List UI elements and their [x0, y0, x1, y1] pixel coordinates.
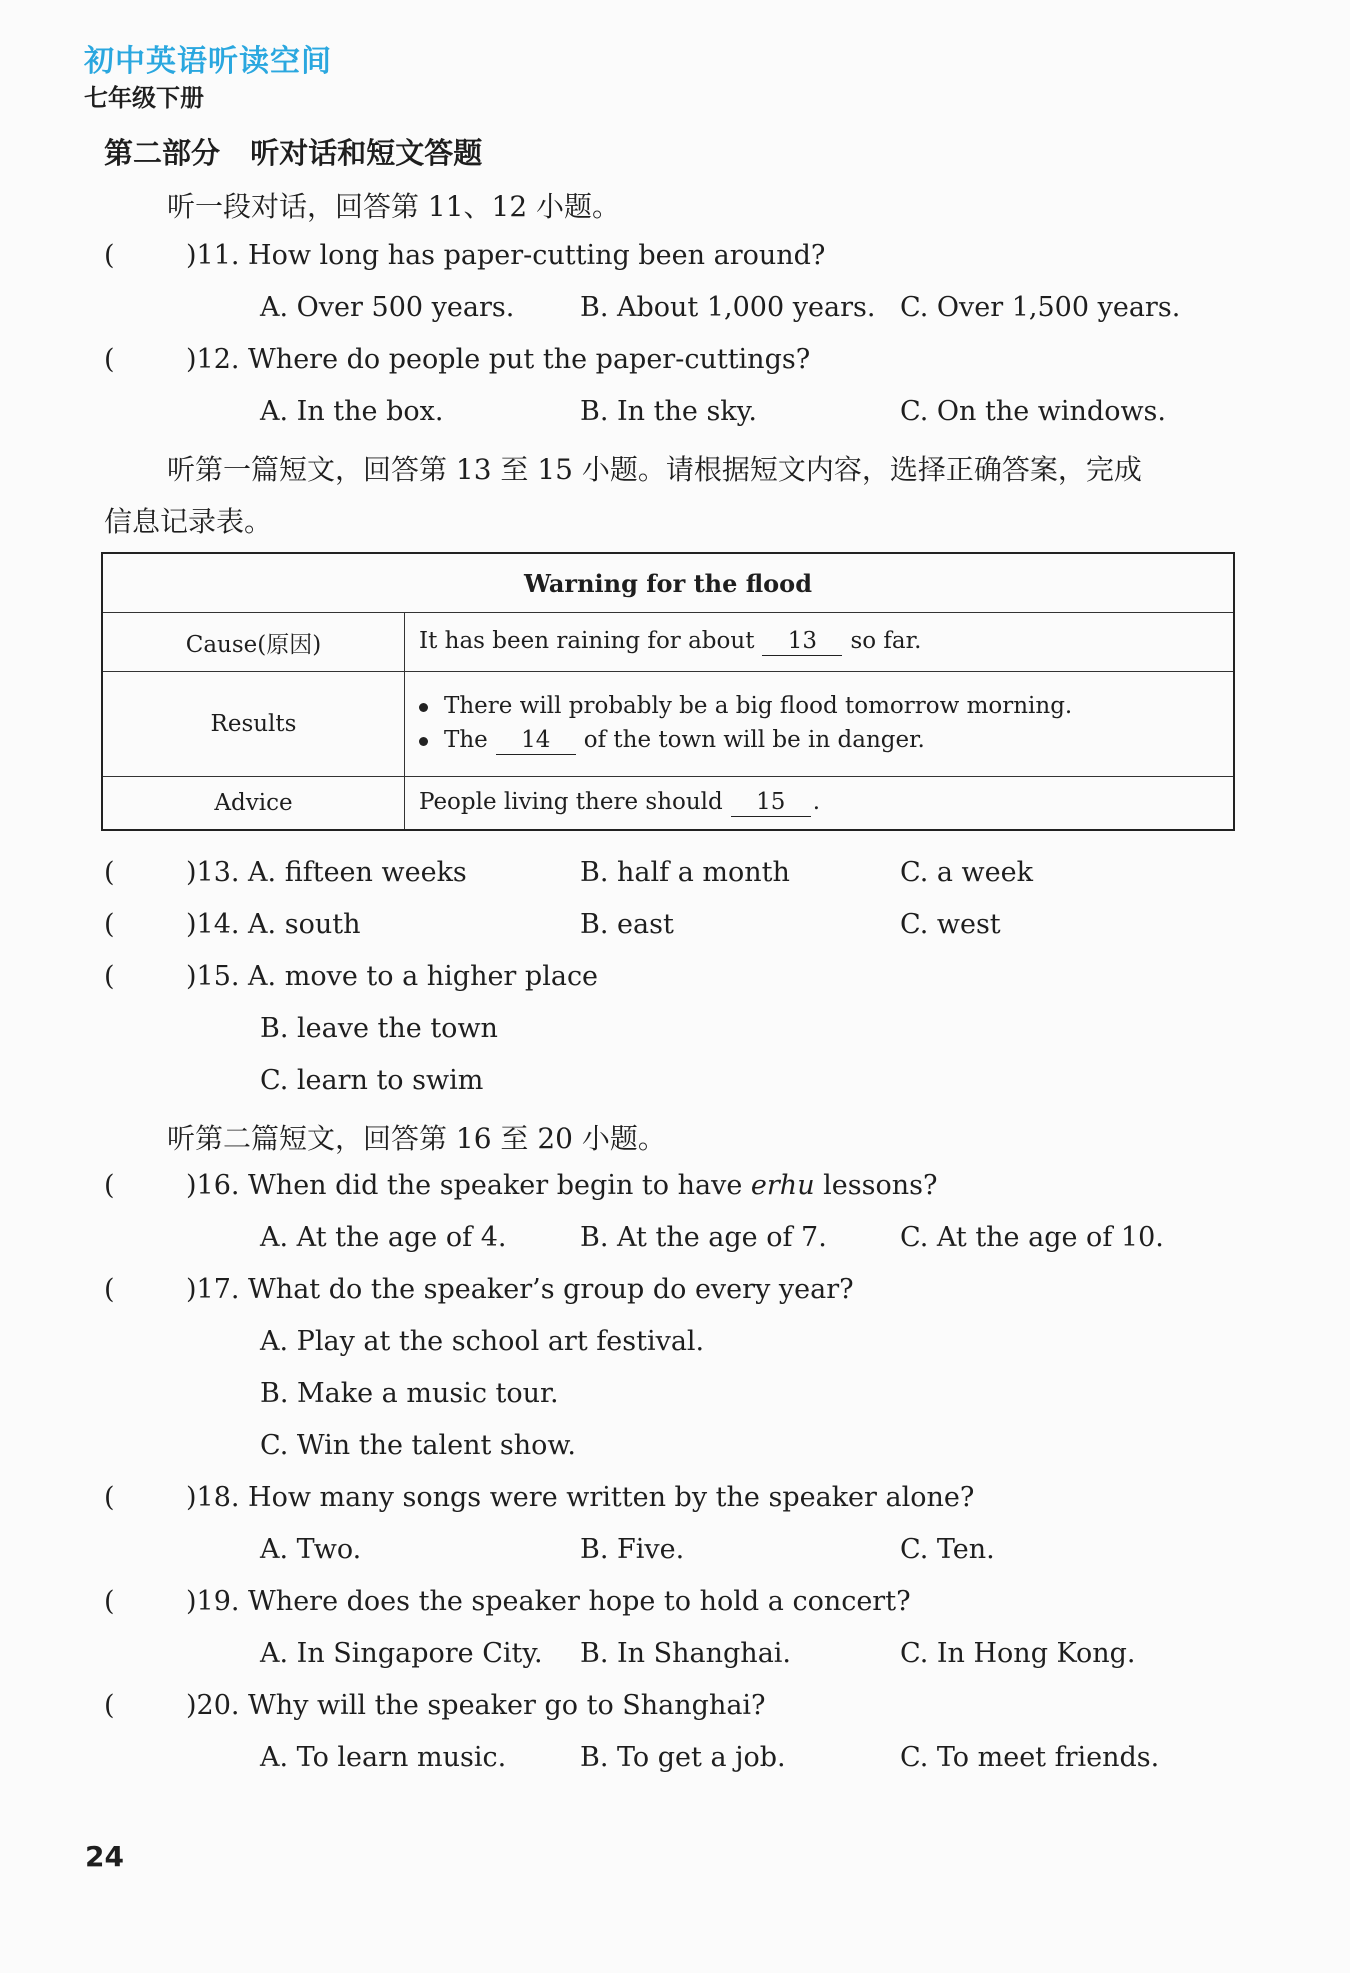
answer-blank-17[interactable]: (: [104, 1274, 115, 1305]
question-16-text: )16. When did the speaker begin to have: [186, 1170, 751, 1201]
option-19a[interactable]: A. In Singapore City.: [260, 1638, 543, 1669]
advice-end: .: [812, 789, 821, 816]
question-13: )13. A. fifteen weeks: [186, 857, 467, 888]
advice-label: Advice: [102, 777, 405, 831]
cause-cell: [405, 613, 1235, 672]
question-16-text-end: lessons?: [814, 1170, 938, 1201]
blank-13[interactable]: 13: [762, 629, 842, 655]
results-cell: [405, 672, 1235, 777]
page-number: 24: [85, 1840, 124, 1873]
blank-14[interactable]: 14: [496, 728, 576, 754]
question-15: )15. A. move to a higher place: [186, 961, 599, 992]
question-16: [186, 1170, 937, 1201]
option-17c[interactable]: C. Win the talent show.: [260, 1430, 576, 1461]
instruction-passage2: 听第二篇短文，回答第 16 至 20 小题。: [167, 1122, 666, 1155]
option-13b[interactable]: B. half a month: [580, 857, 790, 888]
grade-label: 七年级下册: [84, 84, 204, 112]
option-17b[interactable]: B. Make a music tour.: [260, 1378, 559, 1409]
table-row: [102, 672, 1234, 777]
question-18: )18. How many songs were written by the speaker alone?: [186, 1482, 975, 1513]
question-14: )14. A. south: [186, 909, 361, 940]
option-11b[interactable]: B. About 1,000 years.: [580, 292, 876, 323]
question-17: )17. What do the speaker’s group do every year?: [186, 1274, 854, 1305]
result-2-post: of the town will be in danger.: [583, 727, 925, 754]
answer-blank-14[interactable]: (: [104, 909, 115, 940]
option-11a[interactable]: A. Over 500 years.: [260, 292, 515, 323]
option-12c[interactable]: C. On the windows.: [900, 396, 1166, 427]
option-14b[interactable]: B. east: [580, 909, 674, 940]
answer-blank-18[interactable]: (: [104, 1482, 115, 1513]
option-16b[interactable]: B. At the age of 7.: [580, 1222, 827, 1253]
question-11: )11. How long has paper-cutting been around?: [186, 240, 826, 271]
option-19c[interactable]: C. In Hong Kong.: [900, 1638, 1136, 1669]
option-19b[interactable]: B. In Shanghai.: [580, 1638, 792, 1669]
option-14c[interactable]: C. west: [900, 909, 1001, 940]
answer-blank-20[interactable]: (: [104, 1690, 115, 1721]
option-13c[interactable]: C. a week: [900, 857, 1033, 888]
bullet-icon: [419, 737, 428, 746]
option-20c[interactable]: C. To meet friends.: [900, 1742, 1160, 1773]
option-20a[interactable]: A. To learn music.: [260, 1742, 507, 1773]
option-20b[interactable]: B. To get a job.: [580, 1742, 786, 1773]
answer-blank-15[interactable]: (: [104, 961, 115, 992]
question-16-emphasis: erhu: [750, 1170, 815, 1201]
advice-cell: [405, 777, 1235, 831]
result-2-pre: The: [444, 727, 488, 754]
question-19: )19. Where does the speaker hope to hold a concert?: [186, 1586, 911, 1617]
cause-text: It has been raining for about: [419, 628, 755, 655]
flood-warning-table: [101, 552, 1235, 831]
option-16a[interactable]: A. At the age of 4.: [260, 1222, 507, 1253]
option-11c[interactable]: C. Over 1,500 years.: [900, 292, 1181, 323]
results-label: Results: [102, 672, 405, 777]
option-18a[interactable]: A. Two.: [260, 1534, 362, 1565]
option-17a[interactable]: A. Play at the school art festival.: [260, 1326, 705, 1357]
book-title: 初中英语听读空间: [84, 44, 332, 79]
question-20: )20. Why will the speaker go to Shanghai?: [186, 1690, 766, 1721]
option-18b[interactable]: B. Five.: [580, 1534, 685, 1565]
result-1: There will probably be a big flood tomorrow morning.: [444, 693, 1073, 720]
instruction-dialogue: 听一段对话，回答第 11、12 小题。: [167, 190, 621, 223]
part-title: 第二部分 听对话和短文答题: [104, 136, 483, 170]
answer-blank-19[interactable]: (: [104, 1586, 115, 1617]
table-row: [102, 613, 1234, 672]
instruction-passage1: 听第一篇短文，回答第 13 至 15 小题。请根据短文内容，选择正确答案，完成: [167, 453, 1142, 486]
blank-15[interactable]: 15: [731, 790, 811, 816]
option-15c[interactable]: C. learn to swim: [260, 1065, 484, 1096]
answer-blank-13[interactable]: (: [104, 857, 115, 888]
bullet-icon: [419, 703, 428, 712]
option-15b[interactable]: B. leave the town: [260, 1013, 498, 1044]
cause-label: Cause(原因): [102, 613, 405, 672]
option-16c[interactable]: C. At the age of 10.: [900, 1222, 1164, 1253]
cause-end: so far.: [850, 628, 922, 655]
option-12a[interactable]: A. In the box.: [260, 396, 444, 427]
table-title: Warning for the flood: [102, 553, 1234, 613]
advice-text: People living there should: [419, 789, 723, 816]
answer-blank-12[interactable]: (: [104, 344, 115, 375]
answer-blank-16[interactable]: (: [104, 1170, 115, 1201]
option-18c[interactable]: C. Ten.: [900, 1534, 995, 1565]
table-row: [102, 777, 1234, 831]
instruction-passage1-cont: 信息记录表。: [104, 505, 273, 538]
option-12b[interactable]: B. In the sky.: [580, 396, 757, 427]
answer-blank-11[interactable]: (: [104, 240, 115, 271]
question-12: )12. Where do people put the paper-cuttings?: [186, 344, 811, 375]
